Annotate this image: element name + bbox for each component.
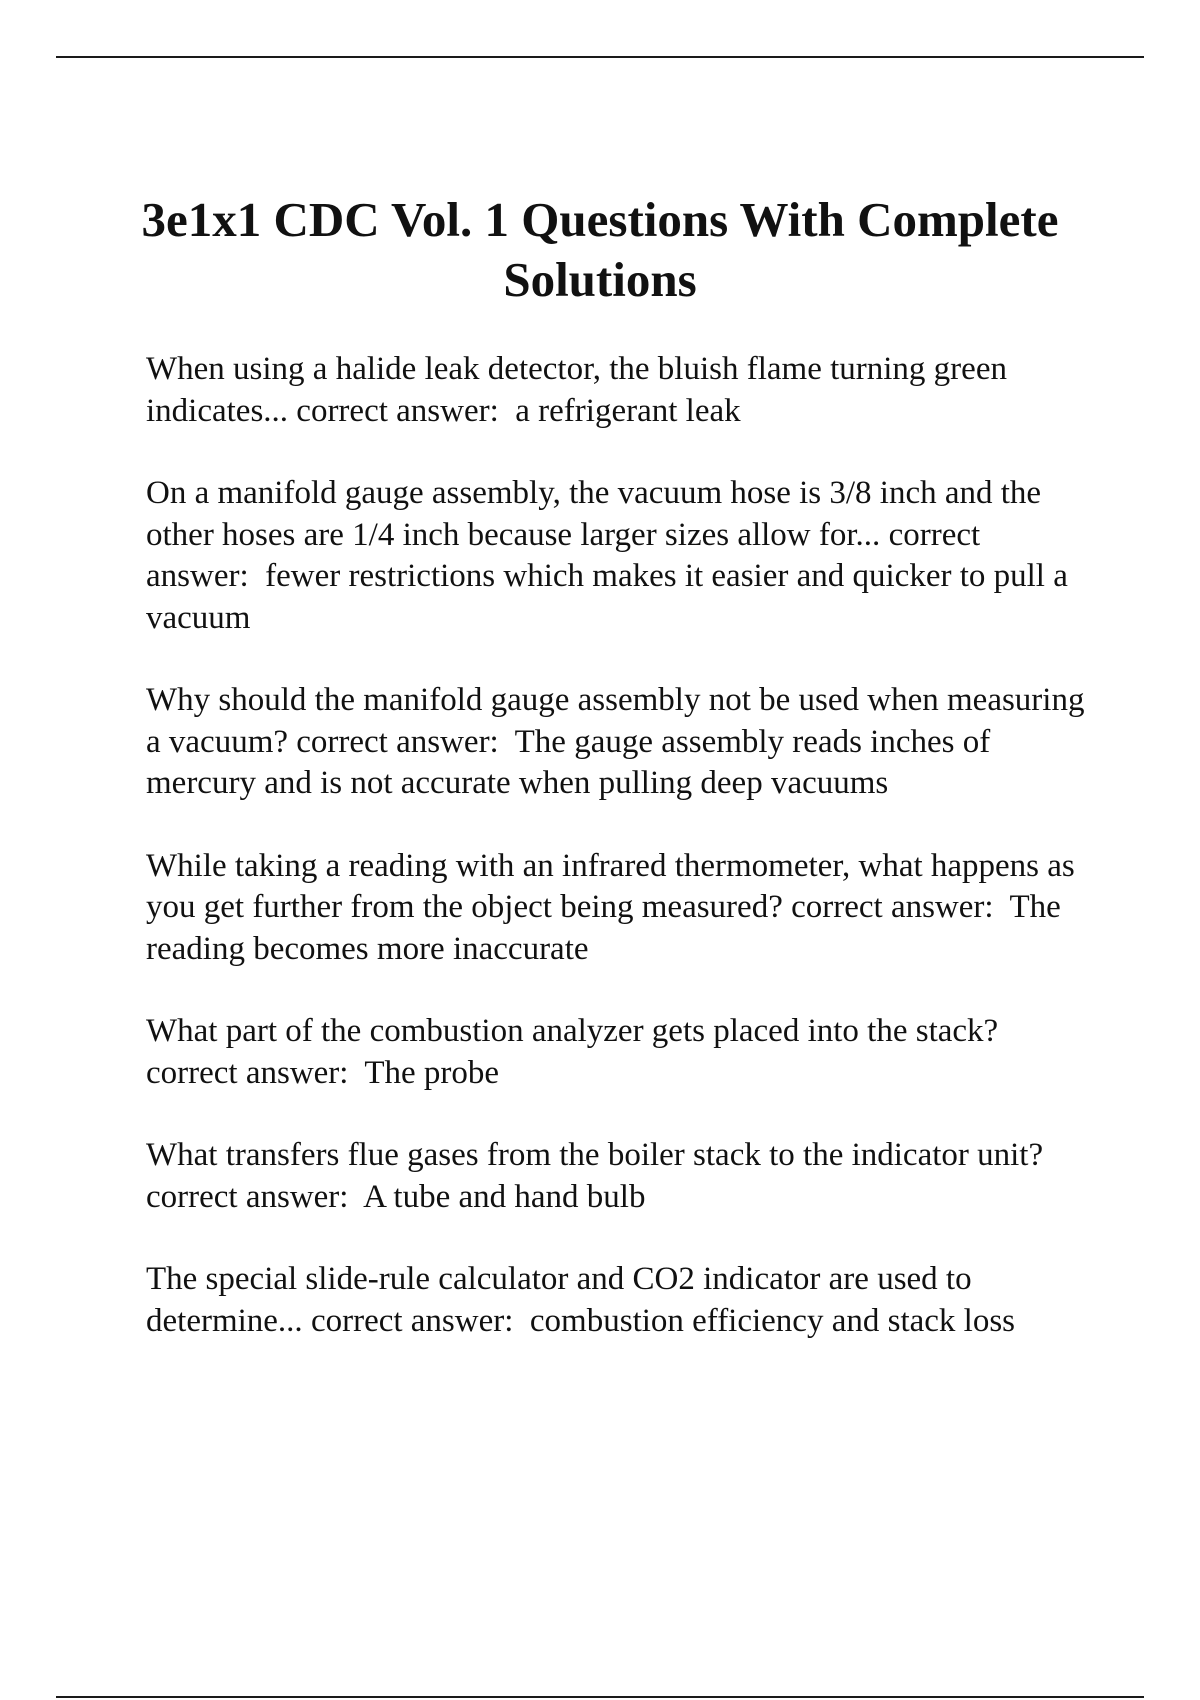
answer-label: correct answer: xyxy=(296,392,499,429)
question-text: While taking a reading with an infrared thermometer, what happens as you get further from the object being measured? xyxy=(146,847,1075,925)
question-text: On a manifold gauge assembly, the vacuum hose is 3/8 inch and the other hoses are 1/4 inch because larger sizes allow for... xyxy=(146,475,1042,553)
page-title: 3e1x1 CDC Vol. 1 Questions With Complete Solutions xyxy=(141,192,1059,307)
answer-label: correct answer: xyxy=(146,1054,349,1091)
top-divider xyxy=(56,56,1144,58)
question-text: Why should the manifold gauge assembly not be used when measuring a vacuum? xyxy=(146,682,1085,760)
bottom-divider xyxy=(56,1696,1144,1698)
answer-label: correct answer: xyxy=(146,1178,349,1215)
qa-item xyxy=(146,1259,1086,1342)
answer-text: A tube and hand bulb xyxy=(363,1178,646,1215)
answer-text: The probe xyxy=(364,1054,500,1091)
qa-list xyxy=(146,349,1086,1383)
question-text: The special slide-rule calculator and CO2 indicator are used to determine... xyxy=(146,1261,972,1339)
qa-item xyxy=(146,1135,1086,1218)
qa-item xyxy=(146,680,1086,805)
answer-text: The gauge assembly reads inches of mercury and is not accurate when pulling deep vacuums xyxy=(146,723,991,801)
question-text: What transfers flue gases from the boiler stack to the indicator unit? xyxy=(146,1137,1044,1173)
answer-label: correct answer: xyxy=(296,723,499,760)
question-text: What part of the combustion analyzer gets placed into the stack? xyxy=(146,1013,999,1049)
answer-label: correct answer: xyxy=(146,516,981,594)
answer-text: The reading becomes more inaccurate xyxy=(146,889,1061,967)
answer-text: fewer restrictions which makes it easier and quicker to pull a vacuum xyxy=(146,558,1068,636)
answer-text: combustion efficiency and stack loss xyxy=(529,1302,1016,1339)
qa-item xyxy=(146,846,1086,971)
qa-item xyxy=(146,473,1086,639)
answer-label: correct answer: xyxy=(791,889,994,925)
question-text: When using a halide leak detector, the bluish flame turning green indicates... xyxy=(146,351,1007,429)
answer-text: a refrigerant leak xyxy=(515,392,741,429)
answer-label: correct answer: xyxy=(310,1302,514,1339)
qa-item xyxy=(146,1011,1086,1094)
qa-item xyxy=(146,349,1086,432)
